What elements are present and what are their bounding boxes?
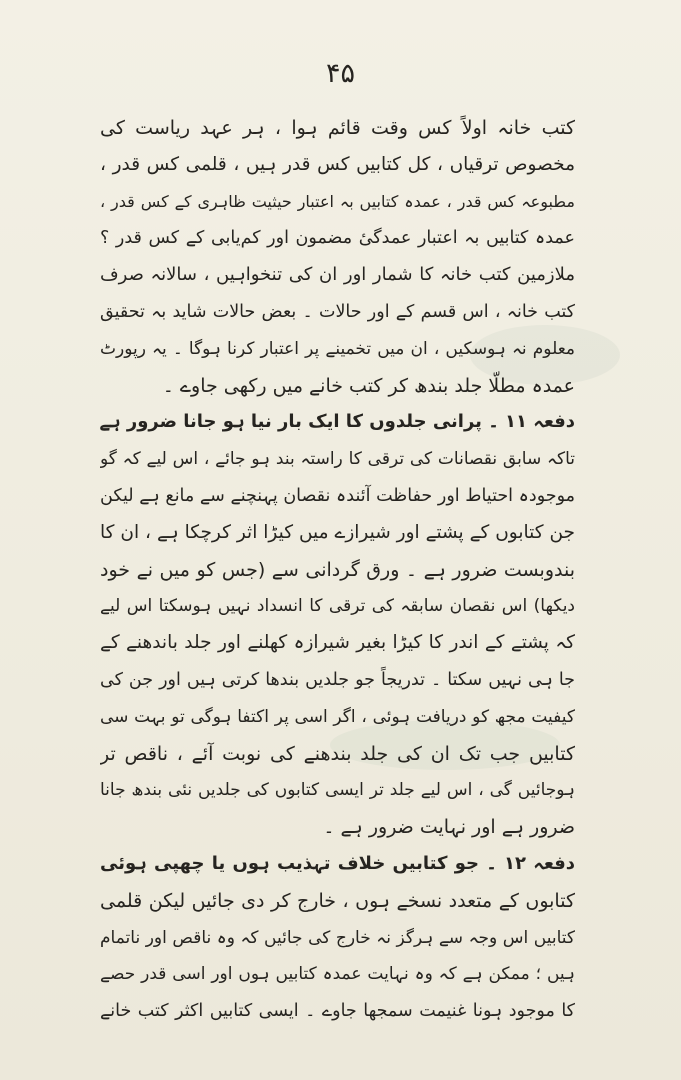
text-line: بندوبست ضرور ہے ۔ ورق گردانی سے (جس کو میں نے خود bbox=[100, 558, 575, 581]
text-line: کتابیں اس وجہ سے ہرگز نہ خارج کی جائیں کہ وہ ناقص اور ناتمام bbox=[100, 927, 575, 948]
text-line: کتب خانہ ، اس قسم کے اور حالات ۔ بعض حالات شاید بہ تحقیق bbox=[100, 301, 575, 322]
text-line: ملازمین کتب خانہ کا شمار اور ان کی تنخواہیں ، سالانہ صرف bbox=[100, 264, 575, 286]
page-number: ۴۵ bbox=[325, 58, 355, 89]
text-line: عمدہ مطلّا جلد بندھ کر کتب خانے میں رکھی جاوے ۔ bbox=[162, 374, 575, 397]
text-line: موجودہ احتیاط اور حفاظت آئندہ نقصان پہنچنے سے مانع ہے لیکن bbox=[100, 485, 575, 506]
text-line: جا ہی نہیں سکتا ۔ تدریجاً جو جلدیں بندھا کرتی ہیں اور جن کی bbox=[100, 669, 575, 690]
text-line: ہیں ؛ ممکن ہے کہ وہ نہایت عمدہ کتابیں ہوں اور اسی قدر حصے bbox=[100, 964, 575, 985]
text-line: تاکہ سابق نقصانات کی ترقی کا راستہ بند ہو جائے ، اس لیے کہ گو bbox=[100, 449, 575, 470]
text-line: معلوم نہ ہوسکیں ، ان میں تخمینے پر اعتبار کرنا ہوگا ۔ یہ رپورٹ bbox=[100, 338, 575, 359]
section-heading-line: دفعہ ۱۲ ۔ جو کتابیں خلاف تہذیب ہوں یا چھپی ہوئی bbox=[100, 852, 575, 874]
text-line: کتب خانہ اولاً کس وقت قائم ہوا ، ہر عہد ریاست کی bbox=[100, 117, 575, 139]
text-line: دیکھا) اس نقصان سابقہ کی ترقی کا انسداد نہیں ہوسکتا اس لیے bbox=[100, 596, 575, 617]
text-line: جن کتابوں کے پشتے اور شیرازے میں کیڑا اثر کرچکا ہے ، ان کا bbox=[100, 521, 575, 543]
text-line: کتابوں کے متعدد نسخے ہوں ، خارج کر دی جائیں لیکن قلمی bbox=[100, 889, 575, 912]
text-line: کیفیت مجھ کو دریافت ہوئی ، اگر اسی پر اکتفا ہوگی تو بہت سی bbox=[100, 706, 575, 727]
text-line: کتابیں جب تک ان کی جلد بندھنے کی نوبت آئے ، ناقص تر bbox=[100, 742, 575, 765]
body-text bbox=[100, 110, 575, 1030]
text-line: ضرور ہے اور نہایت ضرور ہے ۔ bbox=[323, 816, 575, 839]
section-heading-line: دفعہ ۱۱ ۔ پرانی جلدوں کا ایک بار نیا ہو جانا ضرور ہے bbox=[100, 411, 575, 433]
text-line: مطبوعہ کس قدر ، عمدہ کتابیں بہ اعتبار حیثیت ظاہری کے کس قدر ، bbox=[100, 191, 575, 211]
text-line: ہوجائیں گی ، اس لیے جلد تر ایسی کتابوں کی جلدیں نئی بندھ جانا bbox=[100, 780, 575, 801]
text-line: کا موجود ہونا غنیمت سمجھا جاوے ۔ ایسی کتابیں اکثر کتب خانے bbox=[100, 1001, 575, 1022]
text-line: عمدہ کتابیں بہ اعتبار عمدگیٔ مضمون اور کم‌یابی کے کس قدر ؟ bbox=[100, 228, 575, 249]
text-line: کہ پشتے کے اندر کا کیڑا بغیر شیرازہ کھلنے اور جلد باندھنے کے bbox=[100, 632, 575, 654]
text-line: مخصوص ترقیاں ، کل کتابیں کس قدر ہیں ، قلمی کس قدر ، bbox=[100, 153, 575, 175]
